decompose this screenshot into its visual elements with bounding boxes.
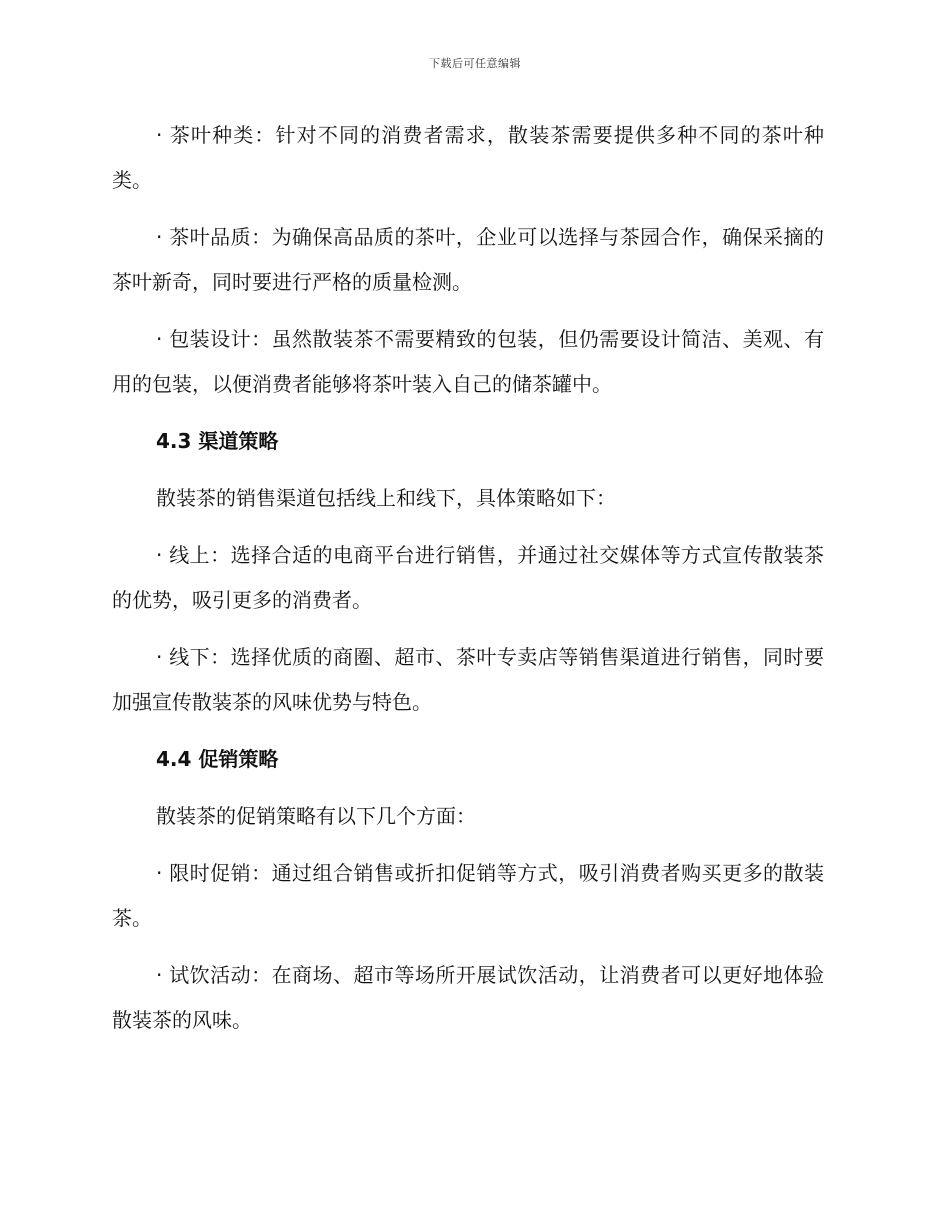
section-heading-promotion-strategy: 4.4 促销策略 [156, 747, 279, 771]
section-heading-channel-strategy: 4.3 渠道策略 [156, 429, 279, 453]
bullet-tea-quality: · 茶叶品质：为确保高品质的茶叶，企业可以选择与茶园合作，确保采摘的茶叶新奇，同时要进行严格的质量检测。 [112, 225, 824, 294]
bullet-online: · 线上：选择合适的电商平台进行销售，并通过社交媒体等方式宣传散装茶的优势，吸引更多的消费者。 [112, 543, 824, 612]
document-body [112, 113, 824, 1055]
bullet-tasting-activity: · 试饮活动：在商场、超市等场所开展试饮活动，让消费者可以更好地体验散装茶的风味。 [112, 963, 824, 1032]
bullet-limited-time-promotion: · 限时促销：通过组合销售或折扣促销等方式，吸引消费者购买更多的散装茶。 [112, 861, 824, 930]
channel-intro: 散装茶的销售渠道包括线上和线下，具体策略如下： [156, 486, 616, 510]
promotion-intro: 散装茶的促销策略有以下几个方面： [156, 804, 476, 828]
bullet-offline: · 线下：选择优质的商圈、超市、茶叶专卖店等销售渠道进行销售，同时要加强宣传散装茶的风味优势与特色。 [112, 645, 824, 714]
bullet-tea-types: · 茶叶种类：针对不同的消费者需求，散装茶需要提供多种不同的茶叶种类。 [112, 123, 824, 192]
page-header-note: 下载后可任意编辑 [429, 57, 521, 70]
bullet-packaging-design: · 包装设计：虽然散装茶不需要精致的包装，但仍需要设计简洁、美观、有用的包装，以便消费者能够将茶叶装入自己的储茶罐中。 [112, 327, 824, 396]
